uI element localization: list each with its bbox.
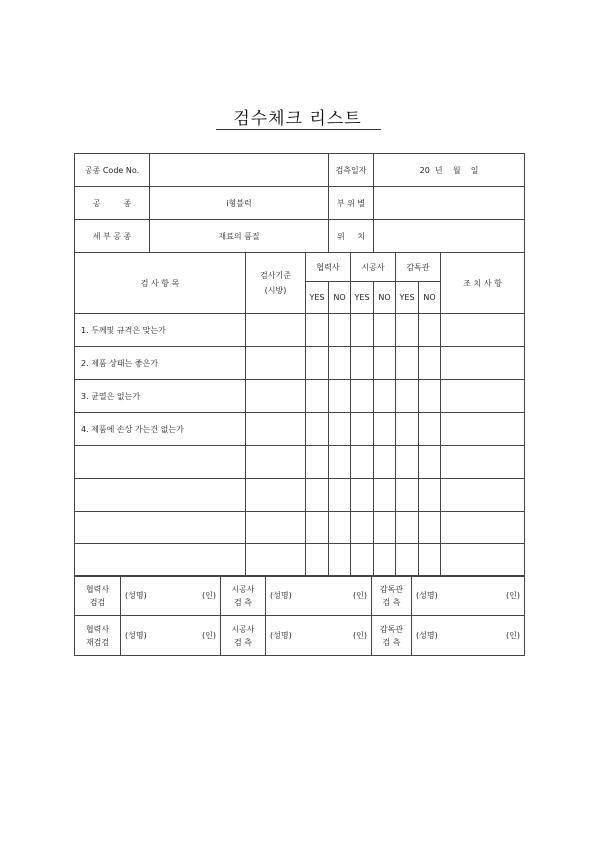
header-row-detail (75, 220, 525, 253)
seal-label: (인) (506, 591, 520, 600)
table-row (75, 446, 525, 479)
partner-signature-field[interactable] (121, 576, 221, 616)
check-cell[interactable] (351, 446, 374, 479)
check-cell[interactable] (306, 512, 329, 544)
supervisor-signature-field[interactable] (412, 576, 525, 616)
criteria-header-label: 검사기준 (260, 271, 291, 280)
header-row-work (75, 187, 525, 220)
table-row (75, 347, 525, 380)
location-value[interactable] (374, 220, 525, 253)
yes-header: YES (351, 282, 374, 314)
check-cell[interactable] (306, 446, 329, 479)
check-cell[interactable] (329, 544, 351, 577)
check-cell[interactable] (306, 314, 329, 347)
name-label: (성명) (125, 631, 147, 640)
check-cell[interactable] (351, 347, 374, 380)
action-cell[interactable] (441, 347, 525, 380)
table-row (75, 314, 525, 347)
part-label: 부 위 별 (329, 187, 374, 220)
criteria-cell[interactable] (246, 512, 306, 544)
action-cell[interactable] (441, 446, 525, 479)
check-cell[interactable] (396, 446, 419, 479)
item-label: 3. 균열은 없는가 (75, 380, 246, 413)
contractor-inspect-label (221, 576, 266, 616)
check-cell[interactable] (396, 314, 419, 347)
seal-label: (인) (202, 591, 216, 600)
seal-label: (인) (202, 631, 216, 640)
action-cell[interactable] (441, 479, 525, 512)
seal-label: (인) (353, 631, 367, 640)
check-cell[interactable] (419, 512, 441, 544)
check-cell[interactable] (329, 380, 351, 413)
action-cell[interactable] (441, 544, 525, 577)
check-cell[interactable] (374, 446, 396, 479)
supervisor-inspect-label (372, 576, 412, 616)
check-cell[interactable] (306, 347, 329, 380)
contractor-signature-field[interactable] (266, 616, 372, 656)
sign-role: 감독관 (379, 584, 404, 594)
criteria-cell[interactable] (246, 544, 306, 577)
item-label[interactable] (75, 479, 246, 512)
check-cell[interactable] (419, 544, 441, 577)
partner-inspect-label (75, 576, 121, 616)
check-cell[interactable] (351, 380, 374, 413)
sign-role: 협력사 (85, 624, 110, 634)
check-cell[interactable] (419, 479, 441, 512)
check-cell[interactable] (374, 413, 396, 446)
inspection-item-header: 검 사 항 목 (75, 253, 246, 314)
sign-action: 검 측 (234, 637, 252, 647)
table-row (75, 479, 525, 512)
check-cell[interactable] (329, 512, 351, 544)
check-cell[interactable] (306, 413, 329, 446)
no-header: NO (419, 282, 441, 314)
seal-label: (인) (506, 631, 520, 640)
check-cell[interactable] (306, 544, 329, 577)
check-cell[interactable] (329, 446, 351, 479)
item-label: 4. 제품에 손상 가는건 없는가 (75, 413, 246, 446)
check-cell[interactable] (396, 544, 419, 577)
check-cell[interactable] (419, 347, 441, 380)
work-type-label: 공 종 (75, 187, 150, 220)
location-label: 위 치 (329, 220, 374, 253)
part-value[interactable] (374, 187, 525, 220)
action-cell[interactable] (441, 314, 525, 347)
group-header-partner: 협력사 (306, 253, 351, 282)
sign-action: 검검 (89, 597, 106, 607)
check-cell[interactable] (351, 479, 374, 512)
sign-action: 검 측 (234, 597, 252, 607)
item-label[interactable] (75, 544, 246, 577)
name-label: (성명) (416, 591, 438, 600)
inspection-table (74, 153, 525, 577)
sign-role: 감독관 (379, 624, 404, 634)
contractor-inspect-label (221, 616, 266, 656)
action-cell[interactable] (441, 380, 525, 413)
check-cell[interactable] (374, 512, 396, 544)
sign-role: 시공사 (231, 624, 255, 634)
criteria-cell[interactable] (246, 413, 306, 446)
detail-work-value[interactable]: 재료의 품질 (150, 220, 329, 253)
check-cell[interactable] (419, 413, 441, 446)
document-title: 검수체크 리스트 (233, 109, 362, 129)
criteria-cell[interactable] (246, 347, 306, 380)
seal-label: (인) (353, 591, 367, 600)
check-cell[interactable] (419, 314, 441, 347)
code-value[interactable] (150, 154, 329, 187)
detail-work-label: 세 부 공 종 (75, 220, 150, 253)
column-header-row (75, 253, 525, 282)
check-cell[interactable] (374, 347, 396, 380)
check-cell[interactable] (374, 544, 396, 577)
check-cell[interactable] (396, 413, 419, 446)
group-header-supervisor: 감독관 (396, 253, 441, 282)
supervisor-signature-field[interactable] (412, 616, 525, 656)
no-header: NO (329, 282, 351, 314)
sign-action: 검 측 (382, 597, 401, 607)
item-label[interactable] (75, 512, 246, 544)
criteria-header (246, 253, 306, 314)
group-header-contractor: 시공사 (351, 253, 396, 282)
name-label: (성명) (125, 591, 147, 600)
criteria-cell[interactable] (246, 446, 306, 479)
check-cell[interactable] (396, 380, 419, 413)
criteria-cell[interactable] (246, 479, 306, 512)
table-row (75, 512, 525, 544)
supervisor-inspect-label (372, 616, 412, 656)
check-cell[interactable] (419, 446, 441, 479)
sign-role: 시공사 (231, 584, 255, 594)
action-cell[interactable] (441, 413, 525, 446)
check-cell[interactable] (306, 380, 329, 413)
check-cell[interactable] (329, 314, 351, 347)
criteria-cell[interactable] (246, 314, 306, 347)
partner-signature-field[interactable] (121, 616, 221, 656)
header-row-code (75, 154, 525, 187)
no-header: NO (374, 282, 396, 314)
yes-header: YES (396, 282, 419, 314)
check-cell[interactable] (374, 380, 396, 413)
check-cell[interactable] (396, 512, 419, 544)
check-cell[interactable] (351, 413, 374, 446)
table-row (75, 380, 525, 413)
signature-row-reinspection (75, 616, 525, 656)
check-cell[interactable] (306, 479, 329, 512)
code-label: 공종 Code No. (75, 154, 150, 187)
signature-row-inspection (75, 576, 525, 616)
table-row (75, 544, 525, 577)
inspection-date-value[interactable]: 20 년 월 일 (374, 154, 525, 187)
contractor-signature-field[interactable] (266, 576, 372, 616)
sign-action: 검 측 (382, 637, 401, 647)
check-cell[interactable] (351, 512, 374, 544)
check-cell[interactable] (374, 479, 396, 512)
check-cell[interactable] (419, 380, 441, 413)
action-header: 조 치 사 항 (441, 253, 525, 314)
title-underline (216, 129, 381, 130)
table-row (75, 413, 525, 446)
check-cell[interactable] (351, 314, 374, 347)
item-label: 1. 두께및 규격은 맞는가 (75, 314, 246, 347)
signature-table (74, 575, 525, 656)
check-cell[interactable] (396, 479, 419, 512)
check-cell[interactable] (351, 544, 374, 577)
check-cell[interactable] (329, 413, 351, 446)
action-cell[interactable] (441, 512, 525, 544)
sign-role: 협력사 (85, 584, 110, 594)
check-cell[interactable] (329, 479, 351, 512)
work-type-value[interactable]: i형블럭 (150, 187, 329, 220)
check-cell[interactable] (396, 347, 419, 380)
name-label: (성명) (416, 631, 438, 640)
criteria-header-sub: (시방) (264, 286, 287, 295)
sign-action: 재검검 (85, 637, 110, 647)
item-label: 2. 제품 상태는 좋은가 (75, 347, 246, 380)
yes-header: YES (306, 282, 329, 314)
check-cell[interactable] (329, 347, 351, 380)
criteria-cell[interactable] (246, 380, 306, 413)
name-label: (성명) (270, 631, 292, 640)
check-cell[interactable] (374, 314, 396, 347)
item-label[interactable] (75, 446, 246, 479)
name-label: (성명) (270, 591, 292, 600)
partner-reinspect-label (75, 616, 121, 656)
inspection-date-label: 검측일자 (329, 154, 374, 187)
